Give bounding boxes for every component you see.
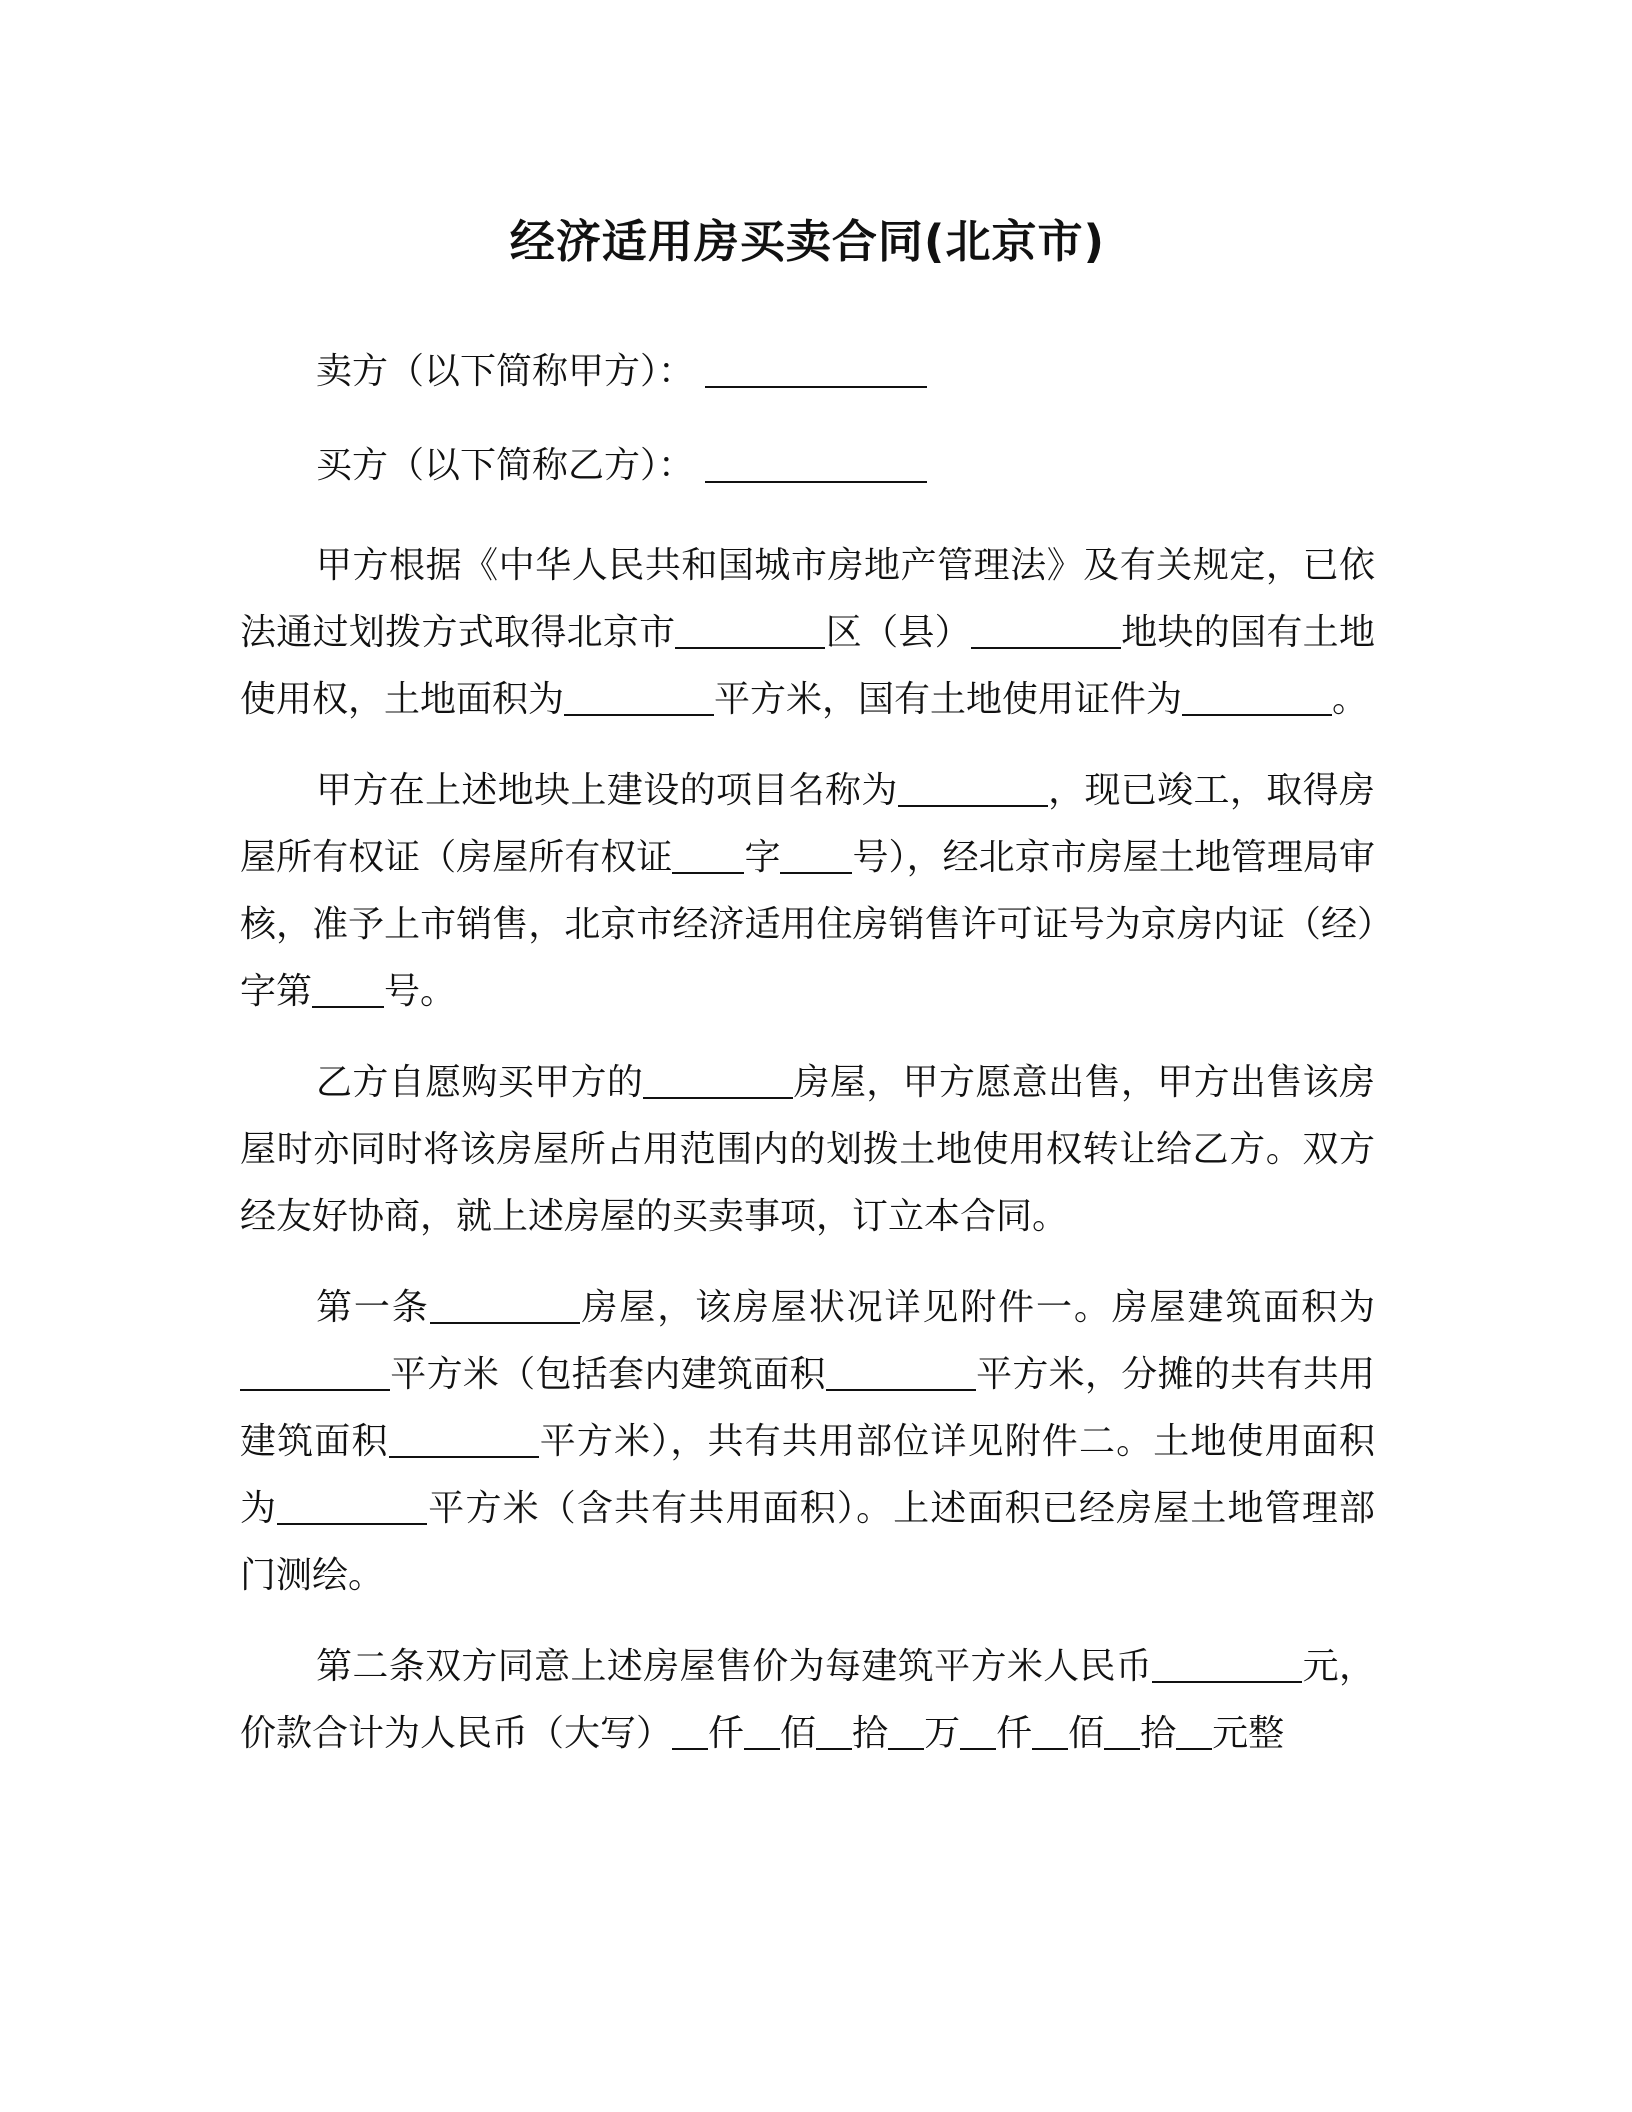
paragraph-purchase-intent	[240, 1049, 1375, 1250]
seller-label: 卖方（以下简称甲方）：	[316, 351, 695, 392]
text-segment: 房屋，该房屋状况详见附件一。房屋建筑面积为	[579, 1286, 1375, 1328]
amount-blank	[672, 1710, 708, 1750]
text-segment: 地块的国有土地使用权，土地面积为	[240, 611, 1375, 720]
paragraph-land-rights	[240, 532, 1375, 733]
text-segment: 平方米，国有土地使用证件为	[714, 678, 1183, 720]
buyer-line	[240, 441, 1375, 491]
amount-blank	[1104, 1710, 1140, 1750]
land-area-blank	[564, 676, 714, 716]
paragraph-project	[240, 757, 1375, 1025]
text-segment: 元，价款合计为人民币（大写）	[240, 1645, 1375, 1754]
text-segment: 房屋，甲方愿意出售，甲方出售该房屋时亦同时将该房屋所占用范围内的划拨土地使用权转让给乙方。双方经友好协商，就上述房屋的买卖事项，订立本合同。	[240, 1061, 1375, 1237]
land-certificate-blank	[1182, 676, 1332, 716]
text-segment: 平方米（含共有共用面积）。上述面积已经房屋土地管理部门测绘。	[240, 1487, 1375, 1596]
unit-label: 拾	[1140, 1712, 1177, 1754]
text-segment: 区（县）	[825, 611, 971, 653]
certificate-number-blank	[780, 834, 852, 874]
building-area-blank	[240, 1351, 390, 1391]
buyer-label: 买方（以下简称乙方）：	[316, 445, 695, 487]
text-segment: 平方米），共有共用部位详见附件二。土地使用面积为	[240, 1420, 1375, 1529]
text-segment: 号。	[384, 970, 457, 1012]
land-use-area-blank	[277, 1485, 427, 1525]
amount-blank	[1032, 1710, 1068, 1750]
interior-area-blank	[826, 1351, 976, 1391]
text-segment: 甲方在上述地块上建设的项目名称为	[316, 769, 898, 811]
text-segment: 乙方自愿购买甲方的	[316, 1061, 644, 1103]
amount-blank	[960, 1710, 996, 1750]
shared-area-blank	[389, 1418, 539, 1458]
certificate-prefix-blank	[672, 834, 744, 874]
unit-label: 万	[924, 1712, 961, 1754]
buyer-name-blank	[705, 443, 927, 483]
plot-blank	[971, 609, 1121, 649]
amount-blank	[1176, 1710, 1212, 1750]
district-blank	[675, 609, 825, 649]
sales-permit-blank	[312, 968, 384, 1008]
project-name-blank	[898, 767, 1048, 807]
unit-price-blank	[1152, 1643, 1302, 1683]
unit-label: 拾	[852, 1712, 889, 1754]
unit-label: 仟	[996, 1712, 1033, 1754]
seller-line	[240, 347, 1375, 397]
text-segment: 第二条双方同意上述房屋售价为每建筑平方米人民币	[316, 1645, 1153, 1687]
paragraph-article-1	[240, 1274, 1375, 1609]
amount-blank	[816, 1710, 852, 1750]
text-segment: 平方米，分摊的共有共用建筑面积	[240, 1353, 1375, 1462]
text-segment: ，现已竣工，取得房屋所有权证（房屋所有权证	[240, 769, 1375, 878]
text-segment: 平方米（包括套内建筑面积	[390, 1353, 826, 1395]
house-location-blank	[430, 1284, 580, 1324]
text-segment: 字	[744, 836, 781, 878]
amount-blank	[744, 1710, 780, 1750]
unit-label: 佰	[1068, 1712, 1105, 1754]
text-segment: 甲方根据《中华人民共和国城市房地产管理法》及有关规定，已依法通过划拨方式取得北京市	[240, 544, 1375, 653]
text-segment: 号），经北京市房屋土地管理局审核，准予上市销售，北京市经济适用住房销售许可证号为京房内证（经）字第	[240, 836, 1375, 1012]
document-title: 经济适用房买卖合同(北京市)	[509, 215, 1106, 268]
seller-name-blank	[705, 349, 927, 389]
paragraph-article-2	[240, 1633, 1375, 1767]
house-blank	[643, 1059, 793, 1099]
text-segment: 。	[1332, 678, 1369, 720]
unit-label: 仟	[708, 1712, 745, 1754]
contract-page	[240, 215, 1375, 1791]
amount-blank	[888, 1710, 924, 1750]
unit-label: 佰	[780, 1712, 817, 1754]
text-segment: 第一条	[316, 1286, 430, 1328]
unit-label: 元整	[1212, 1712, 1285, 1754]
